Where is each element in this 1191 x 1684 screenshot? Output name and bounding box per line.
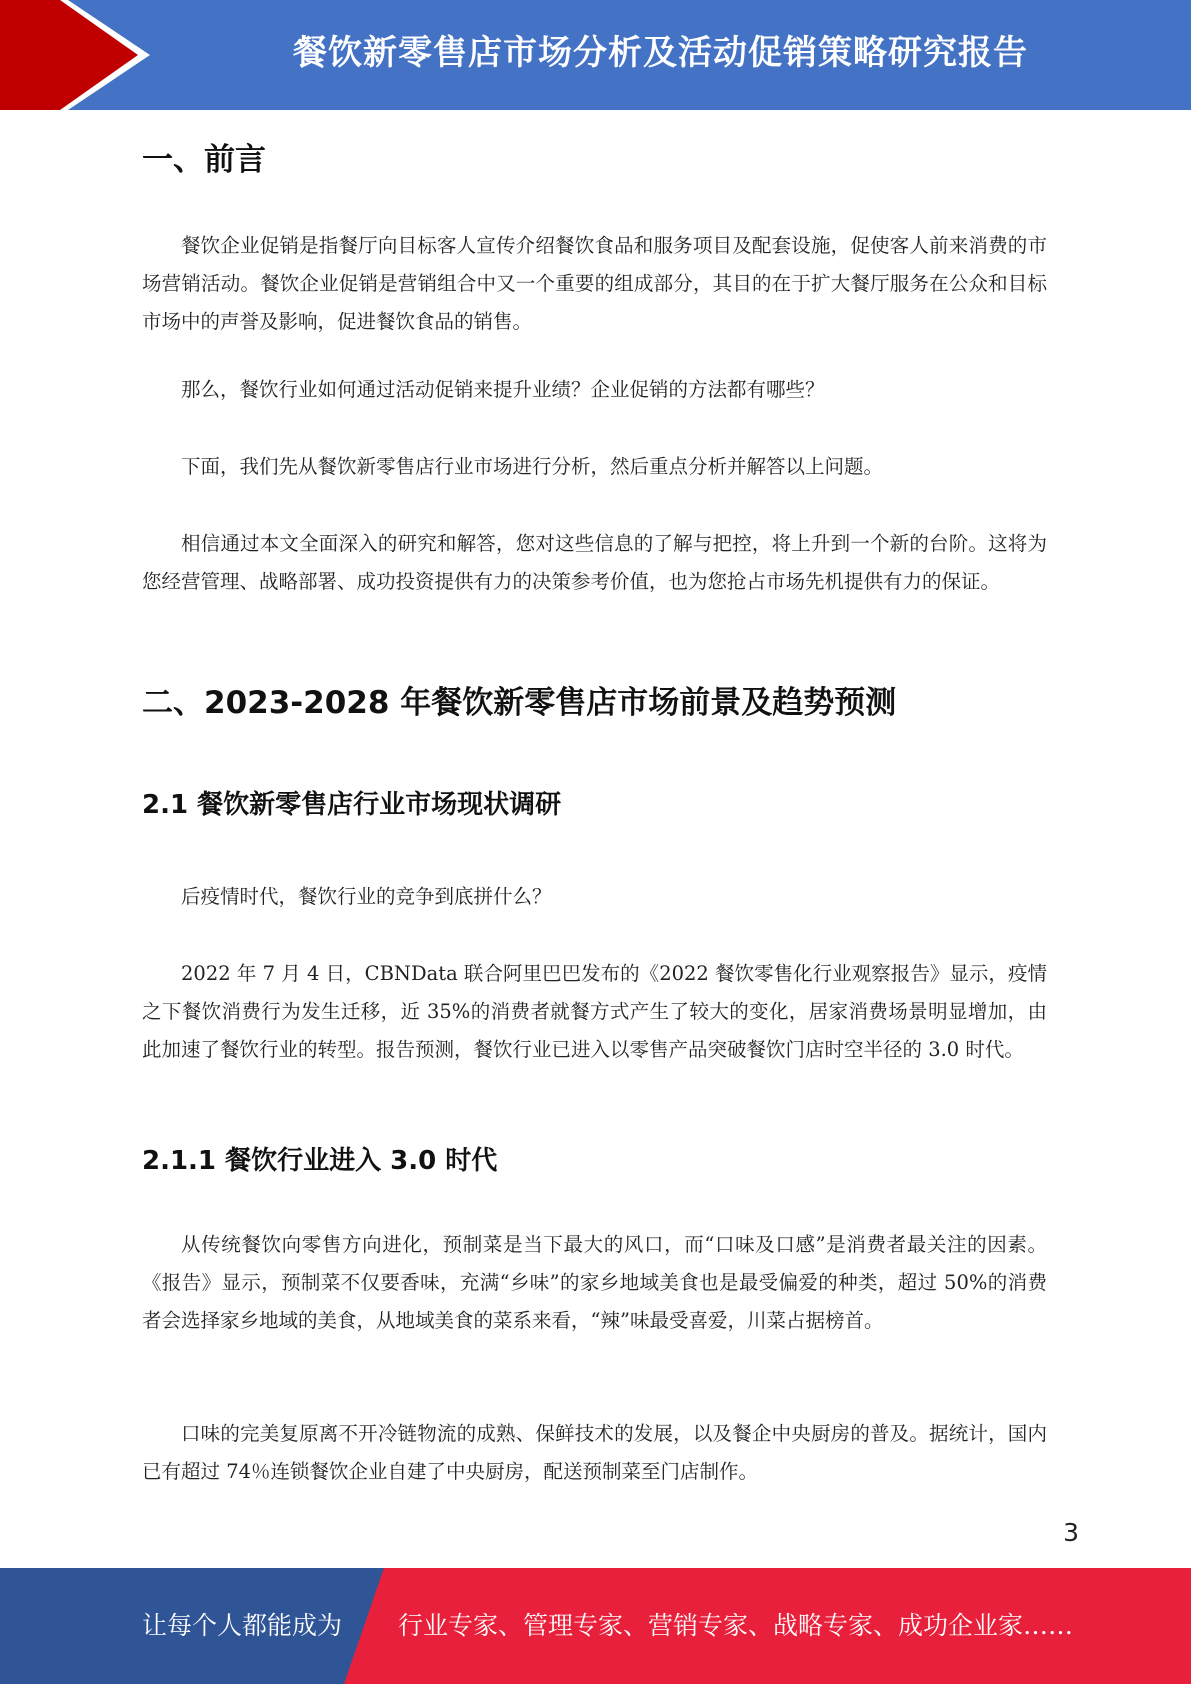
page-number: 3 <box>1063 1518 1079 1547</box>
paragraph: 后疫情时代，餐饮行业的竞争到底拼什么？ <box>181 885 552 908</box>
paragraph: 2022 年 7 月 4 日，CBNData 联合阿里巴巴发布的《2022 餐饮零售化行业观察报告》显示，疫情之下餐饮消费行为发生迁移，近 35%的消费者就餐方式产生了较大的变化，居家消费场景明显增加，由此加速了餐饮行业的转型。报告预测，餐饮行业已进入以零售产品突破餐饮门店时空半径的 3.0 时代。 <box>142 962 1047 1061</box>
paragraph: 那么，餐饮行业如何通过活动促销来提升业绩？企业促销的方法都有哪些？ <box>181 378 825 401</box>
footer-slogan-left: 让每个人都能成为 <box>142 1611 343 1640</box>
document-title: 餐饮新零售店市场分析及活动促销策略研究报告 <box>293 33 1028 73</box>
paragraph: 相信通过本文全面深入的研究和解答，您对这些信息的了解与把控，将上升到一个新的台阶。这将为您经营管理、战略部署、成功投资提供有力的决策参考价值，也为您抢占市场先机提供有力的保证。 <box>142 532 1047 593</box>
subsection-heading-status: 2.1 餐饮新零售店行业市场现状调研 <box>142 790 562 820</box>
paragraph: 下面，我们先从餐饮新零售店行业市场进行分析，然后重点分析并解答以上问题。 <box>181 455 884 478</box>
subsection-heading-era: 2.1.1 餐饮行业进入 3.0 时代 <box>142 1146 498 1176</box>
footer-banner <box>0 1568 1191 1684</box>
paragraph: 餐饮企业促销是指餐厅向目标客人宣传介绍餐饮食品和服务项目及配套设施，促使客人前来消费的市场营销活动。餐饮企业促销是营销组合中又一个重要的组成部分，其目的在于扩大餐厅服务在公众和目标市场中的声誉及影响，促进餐饮食品的销售。 <box>142 234 1047 333</box>
paragraph: 从传统餐饮向零售方向进化，预制菜是当下最大的风口，而“口味及口感”是消费者最关注的因素。《报告》显示，预制菜不仅要香味，充满“乡味”的家乡地域美食也是最受偏爱的种类，超过 50%的消费者会选择家乡地域的美食，从地域美食的菜系来看，“辣”味最受喜爱，川菜占据榜首。 <box>142 1233 1047 1332</box>
section-heading-preface: 一、前言 <box>142 142 266 178</box>
header-banner <box>0 0 1191 110</box>
footer-slogan-right: 行业专家、管理专家、营销专家、战略专家、成功企业家…… <box>398 1611 1074 1640</box>
paragraph: 口味的完美复原离不开冷链物流的成熟、保鲜技术的发展，以及餐企中央厨房的普及。据统计，国内已有超过 74％连锁餐饮企业自建了中央厨房，配送预制菜至门店制作。 <box>142 1422 1047 1483</box>
section-heading-outlook: 二、2023-2028 年餐饮新零售店市场前景及趋势预测 <box>142 685 897 721</box>
